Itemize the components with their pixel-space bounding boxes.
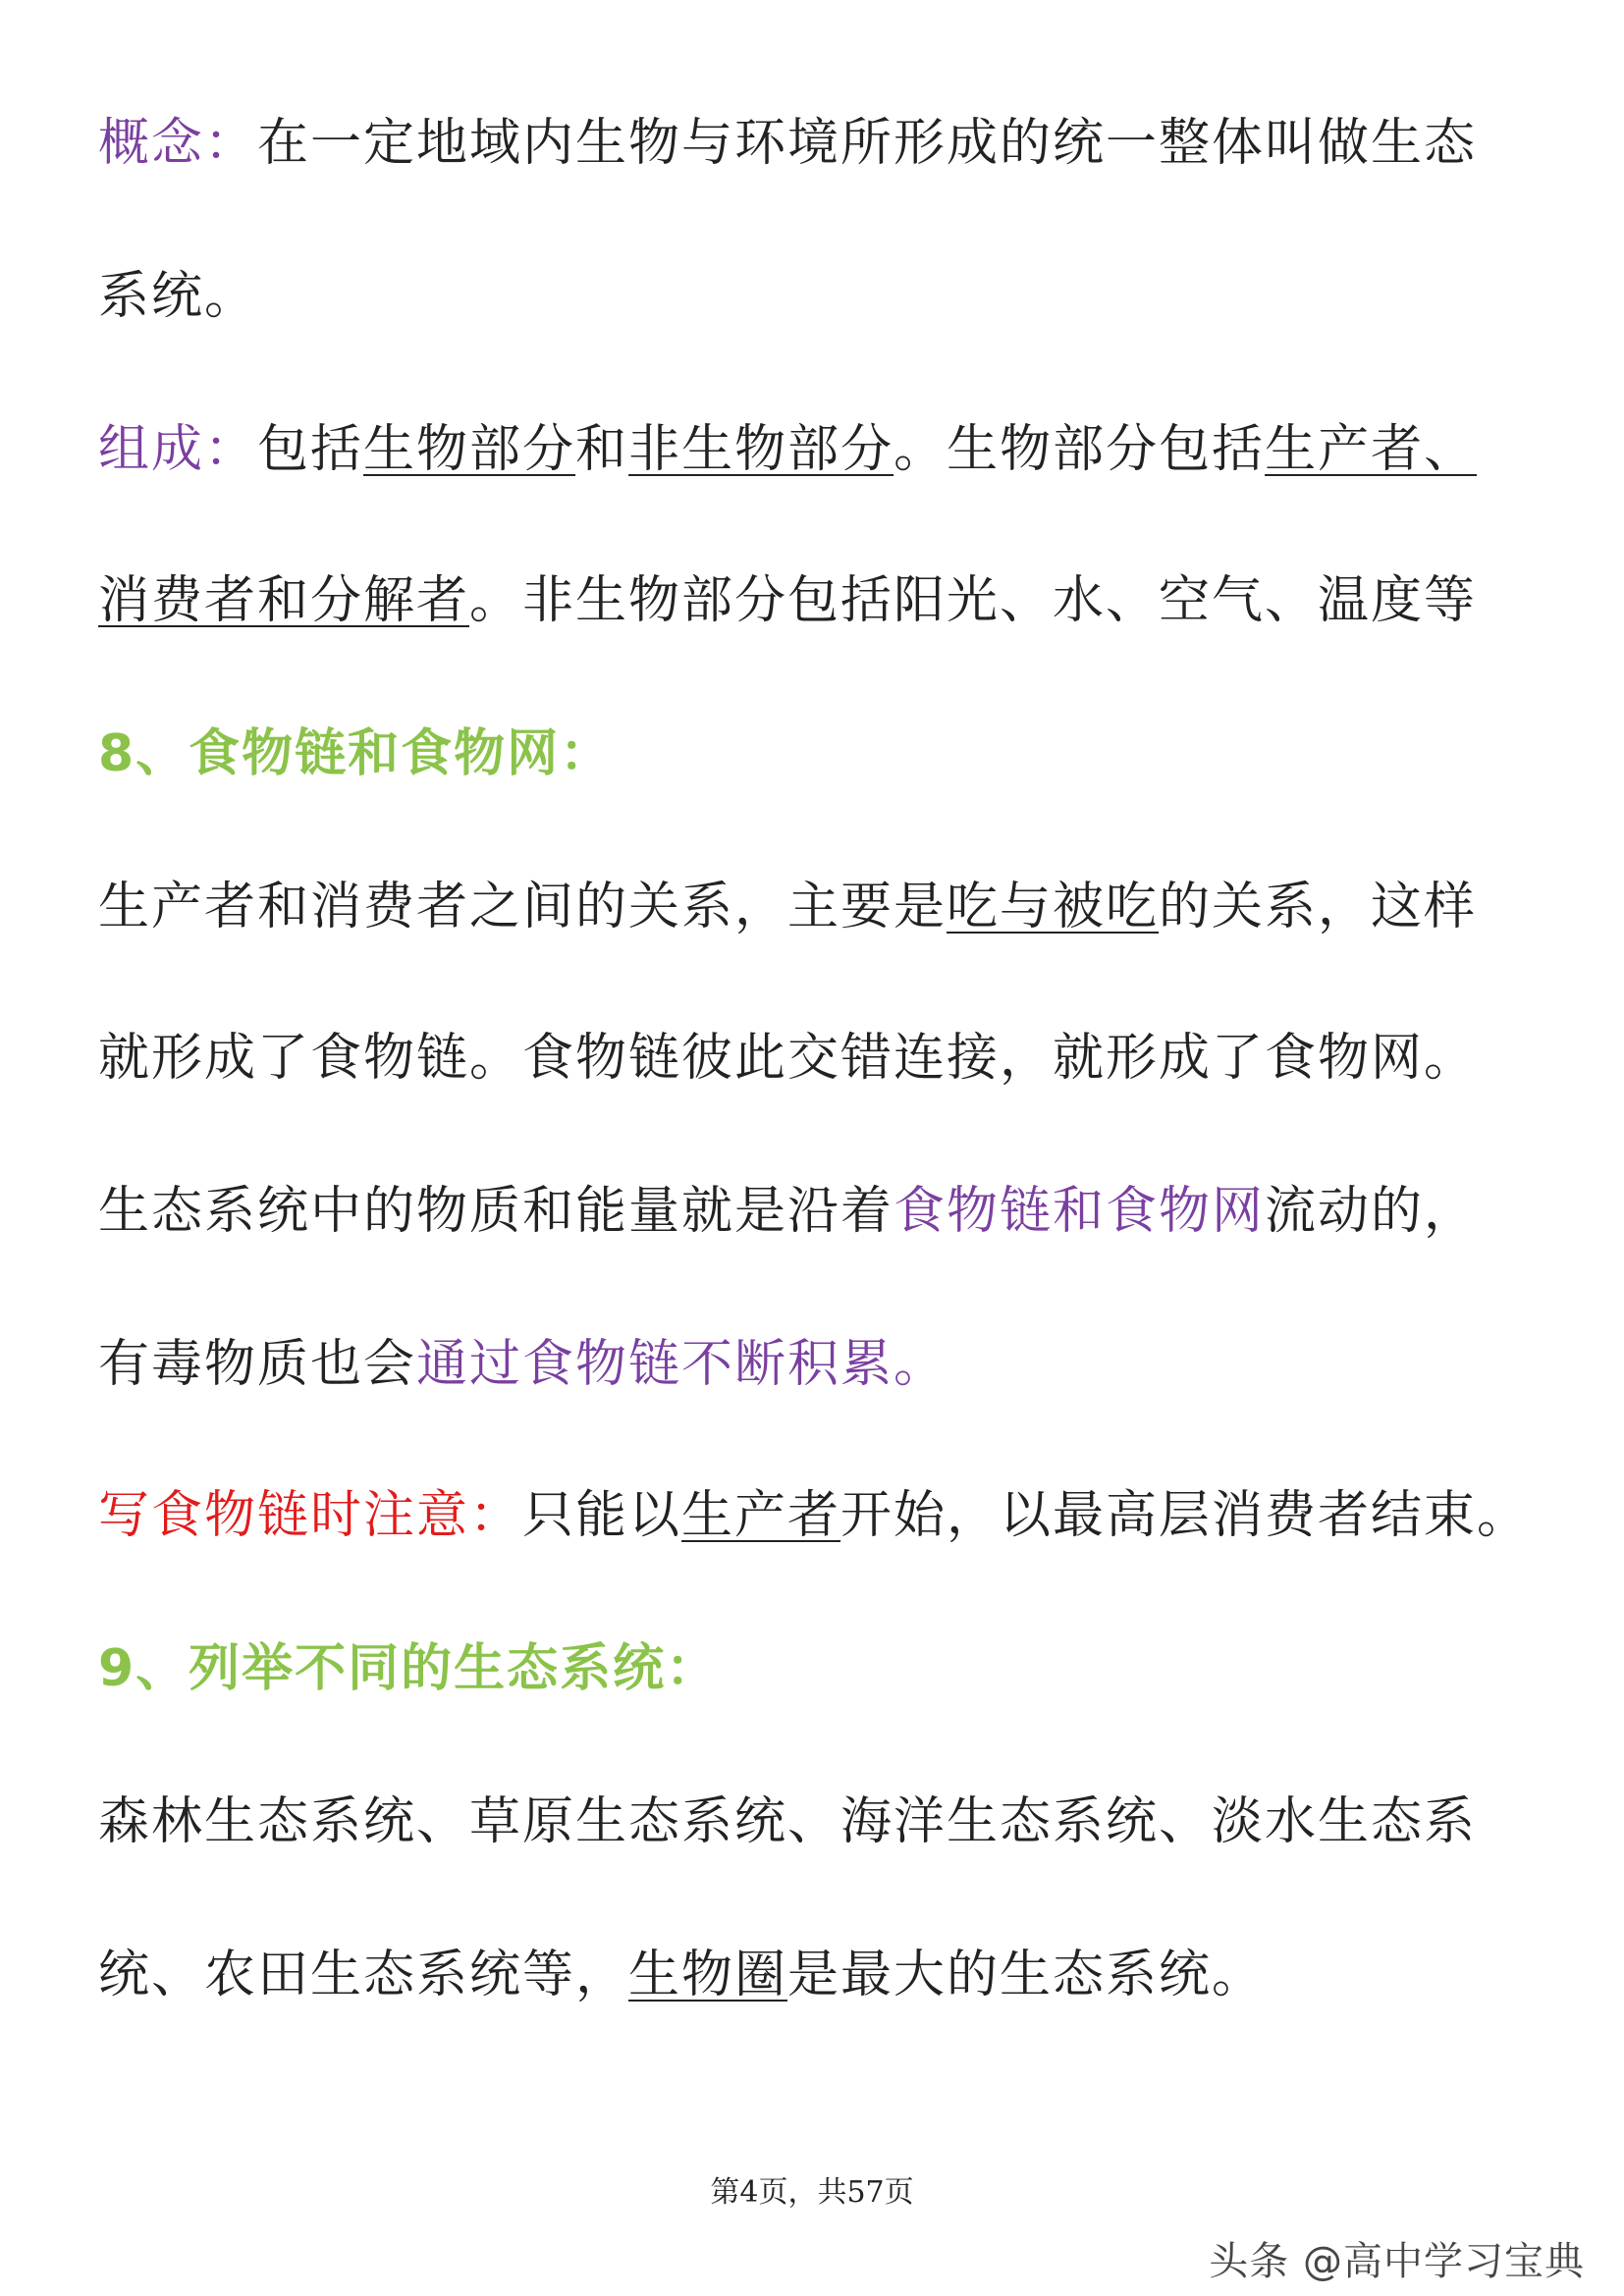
composition-line-2 (98, 565, 1477, 636)
concept-text-cont: 系统。 (98, 267, 258, 326)
composition-text: 。非生物部分包括阳光、水、空气、温度等 (469, 571, 1478, 630)
concept-label: 概念： (98, 114, 258, 173)
body-text: 的关系，这样 (1159, 878, 1478, 936)
composition-label: 组成： (98, 420, 258, 479)
composition-line-1 (98, 414, 1477, 485)
concept-text: 在一定地域内生物与环境所形成的统一整体叫做生态 (257, 114, 1478, 173)
underlined-term: 非生物部分 (628, 420, 894, 479)
body-text: 就形成了食物链。食物链彼此交错连接，就形成了食物网。 (98, 1029, 1478, 1088)
underlined-term: 生产者 (681, 1486, 841, 1545)
highlight-term: 食物链和食物网 (893, 1182, 1266, 1241)
source-watermark: 头条 @高中学习宝典 (1209, 2239, 1585, 2284)
body-text: 生产者和消费者之间的关系，主要是 (98, 878, 947, 936)
underlined-term: 吃与被吃 (947, 878, 1160, 936)
section-heading-9: 9、列举不同的生态系统： (98, 1639, 720, 1698)
body-text: 是最大的生态系统。 (787, 1946, 1266, 2004)
body-text: 有毒物质也会 (98, 1335, 417, 1394)
section-heading-8: 8、食物链和食物网： (98, 724, 614, 783)
food-chain-line-4 (98, 1329, 947, 1400)
ecosystem-line-2 (98, 1940, 1265, 2010)
food-chain-line-2 (98, 1023, 1477, 1094)
body-text: 流动的， (1265, 1182, 1478, 1241)
underlined-term: 消费者和分解者 (98, 571, 470, 630)
note-label: 写食物链时注意： (98, 1486, 523, 1545)
composition-text: 。生物部分包括 (893, 420, 1266, 479)
food-chain-line-1 (98, 872, 1477, 942)
underlined-term: 生物部分 (363, 420, 576, 479)
ecosystem-line-1 (98, 1787, 1477, 1857)
food-chain-line-3 (98, 1176, 1477, 1247)
body-text: 只能以 (522, 1486, 682, 1545)
composition-text: 包括 (257, 420, 364, 479)
concept-line-2 (98, 261, 257, 332)
composition-text: 和 (575, 420, 629, 479)
food-chain-note (98, 1480, 1530, 1551)
underlined-term: 生产者、 (1265, 420, 1478, 479)
page-number: 第4页，共57页 (710, 2175, 914, 2210)
body-text: 开始，以最高层消费者结束。 (840, 1486, 1531, 1545)
body-text: 生态系统中的物质和能量就是沿着 (98, 1182, 894, 1241)
body-text: 森林生态系统、草原生态系统、海洋生态系统、淡水生态系 (98, 1792, 1478, 1851)
concept-line-1 (98, 108, 1477, 179)
highlight-term: 通过食物链不断积累。 (416, 1335, 947, 1394)
body-text: 统、农田生态系统等， (98, 1946, 629, 2004)
underlined-term: 生物圈 (628, 1946, 788, 2004)
